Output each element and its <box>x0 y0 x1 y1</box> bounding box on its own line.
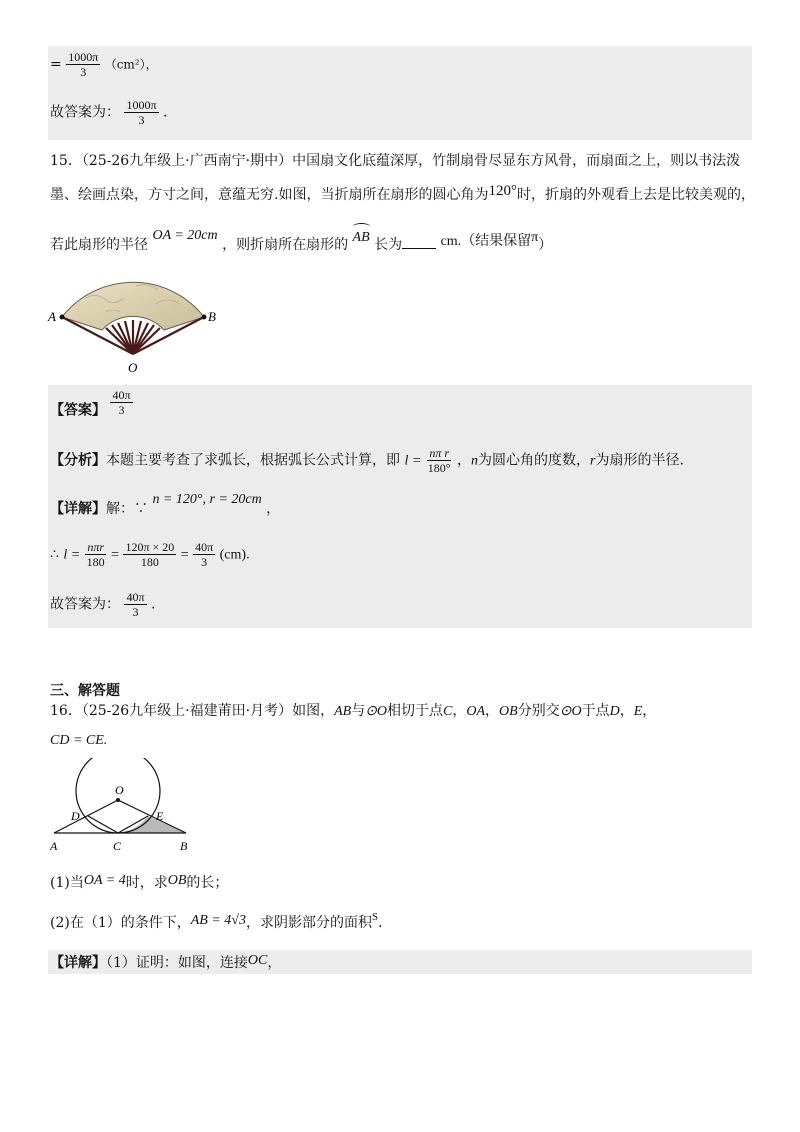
q16-line2: CD = CE. <box>50 733 108 748</box>
top-answer-line <box>50 98 167 127</box>
label-d: D <box>71 809 80 823</box>
section-title: 三、解答题 <box>50 683 120 699</box>
arc-length-formula: $\frac{\text{nπ r}}{180^\circ}$ <box>427 446 451 475</box>
arc-ab: AB <box>352 230 370 245</box>
answer-fraction: $\frac{40\pi}{3}$ <box>112 388 131 417</box>
circle-tangent-figure <box>46 758 196 856</box>
shaded-region <box>118 816 186 833</box>
q15-line3: 若此扇形的半径 OA = 20cm ，则折扇所在扇形的 AB 长为 cm.（结果保留π） <box>50 228 553 253</box>
answer-tag: 【答案】 <box>50 402 106 419</box>
label-o: O <box>128 360 138 375</box>
detail-condition: n = 120°, r = 20cm <box>152 492 262 507</box>
detail-tag: 【详解】 <box>50 501 106 517</box>
label-b: B <box>208 309 216 324</box>
calc-fraction-3: $\frac{40\pi}{3}$ <box>195 540 214 569</box>
calc-line: ∴ l = $\frac{\text{nπr}}{180}$ = $\frac{120\pi \times 20}{180}$ = $\frac{40\pi}{3}$ (cm). <box>50 540 250 569</box>
answer-blank <box>402 236 436 249</box>
q16-part1: (1)当OA = 4时，求OB的长； <box>50 873 229 891</box>
final-answer-line: 故答案为： $\frac{40\pi}{3}$ . <box>50 590 156 619</box>
point-a-dot <box>60 315 65 320</box>
q15-line1: 15．（25-26九年级上·广西南宁·期中）中国扇文化底蕴深厚，竹制扇骨尽显东方风骨，而扇面之上，则以书法泼 <box>50 153 741 169</box>
folding-fan-figure <box>46 268 226 378</box>
label-a: A <box>50 839 58 853</box>
answer-line <box>50 388 133 425</box>
q16-part2: (2)在（1）的条件下，AB = 4√3，求阴影部分的面积$^S$. <box>50 911 383 931</box>
answer-suffix: . <box>162 104 168 121</box>
final-fraction: $\frac{40\pi}{3}$ <box>126 590 145 619</box>
oa-condition: OA = 20cm <box>152 228 218 243</box>
label-e: E <box>156 809 164 823</box>
pi-symbol: π <box>531 230 539 245</box>
label-a: A <box>48 309 56 324</box>
label-c: C <box>113 839 122 853</box>
calc-fraction-1: $\frac{\text{nπr}}{180}$ <box>86 540 105 569</box>
answer-prefix: 故答案为： <box>50 104 120 121</box>
q16-line1: 16．（25-26九年级上·福建莆田·月考）如图，AB与⊙O相切于点C，OA，OB分别交⊙O于点D，E， <box>50 703 657 719</box>
answer-fraction: $\frac{1000\pi}{3}$ <box>126 98 157 127</box>
analysis-line: 【分析】本题主要考查了求弧长，根据弧长公式计算，即 l = $\frac{\text{nπ r}}{180^\circ}$ ，n为圆心角的度数，r为扇形的半径. <box>50 446 684 475</box>
q15-line2: 墨、绘画点染，方寸之间，意蕴无穷.如图，当折扇所在扇形的圆心角为120°时，折扇的外观看上去是比较美观的， <box>50 183 755 203</box>
fraction-1000pi-3: $\frac{1000\pi}{3}$ <box>68 50 99 79</box>
label-o: O <box>115 783 124 797</box>
detail-line: 【详解】解：∵ n = 120°, r = 20cm ， <box>50 492 281 517</box>
eq-prefix: = <box>50 56 62 73</box>
label-b: B <box>180 839 188 853</box>
analysis-tag: 【分析】 <box>50 452 106 469</box>
angle-value: 120° <box>488 183 517 199</box>
unit-text: （cm²）， <box>104 57 158 72</box>
point-b-dot <box>202 315 207 320</box>
top-eq-line <box>50 50 158 79</box>
calc-fraction-2: $\frac{120\pi \times 20}{180}$ <box>125 540 175 569</box>
q16-detail-line: 【详解】（1）证明：如图，连接OC， <box>50 953 282 971</box>
